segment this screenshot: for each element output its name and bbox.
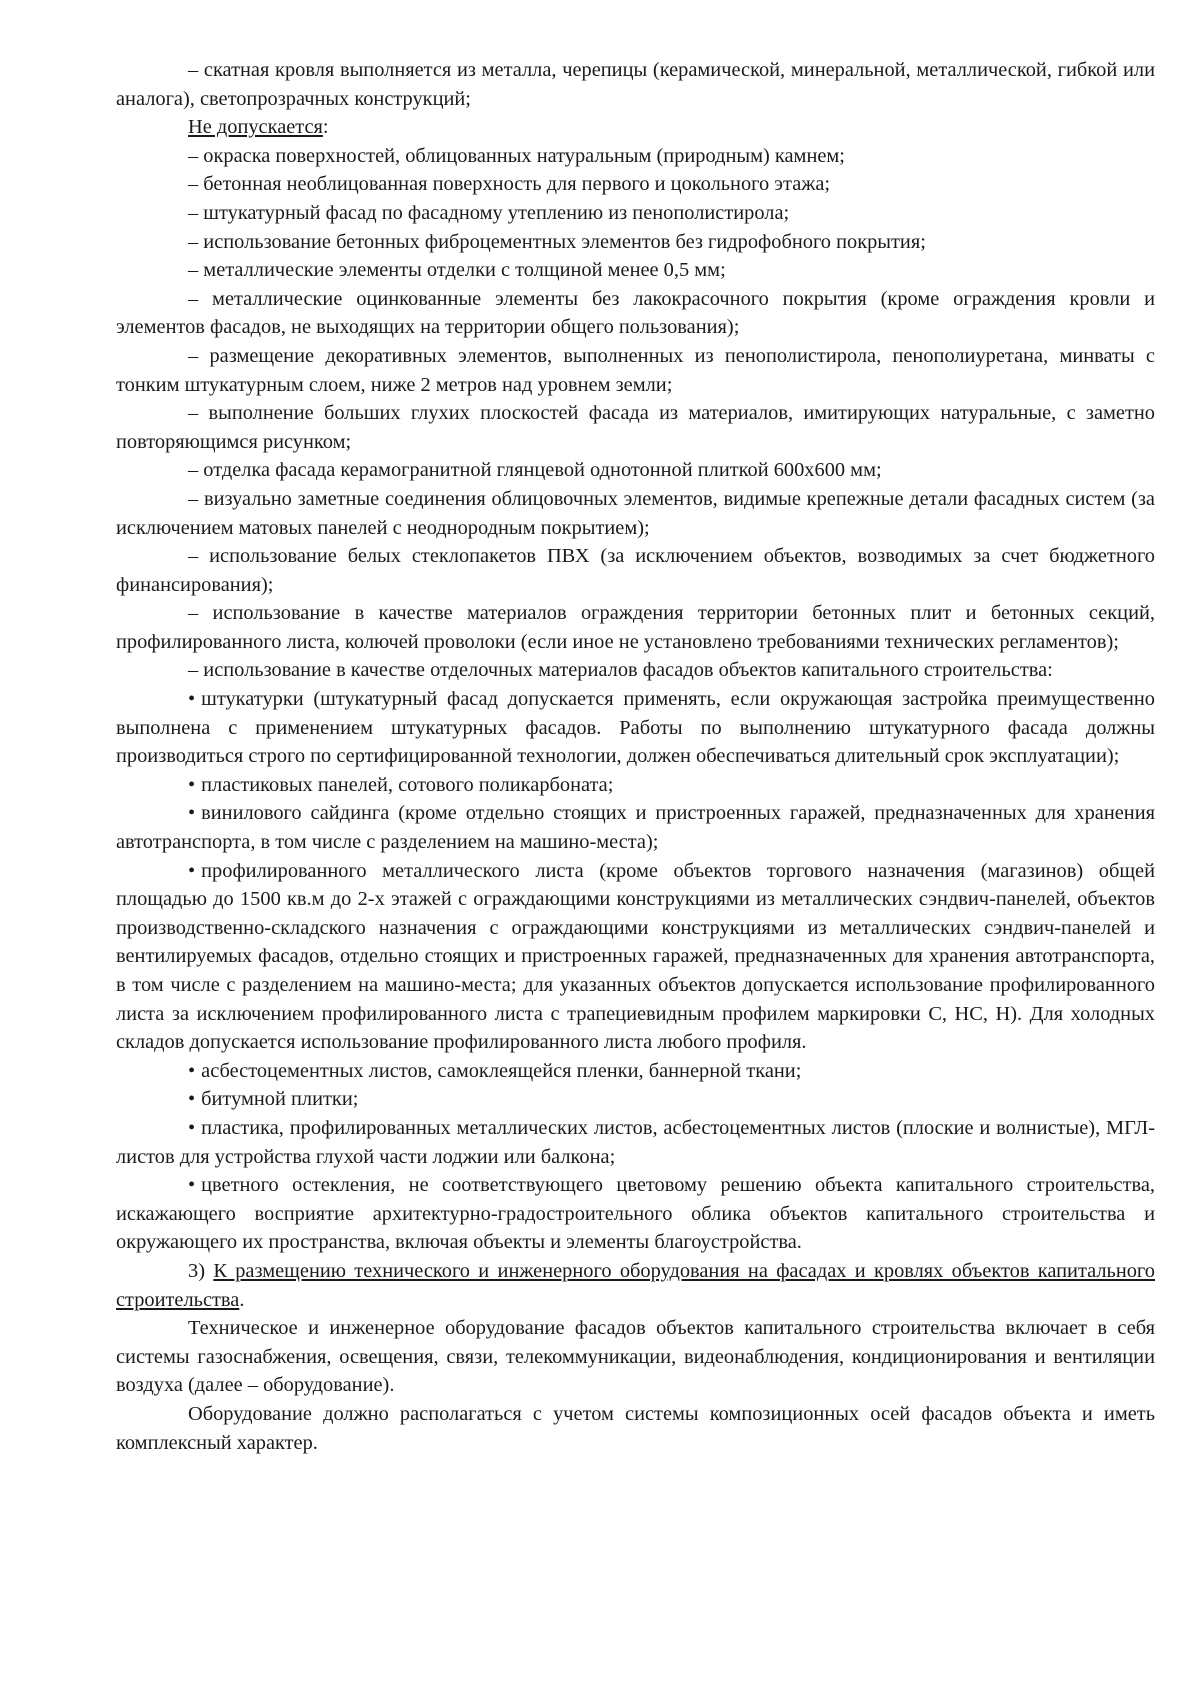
bullet-text: асбестоцементных листов, самоклеящейся пленки, баннерной ткани; <box>201 1059 802 1082</box>
list-item: – бетонная необлицованная поверхность для первого и цокольного этажа; <box>188 173 831 196</box>
paragraph-equipment-definition: Техническое и инженерное оборудование фасадов объектов капитального строительства включает в себя системы газоснабжения, освещения, связи, телекоммуникации, видеонаблюдения, кондиционирования и вентиляции воздуха (далее – оборудование). <box>116 1317 1155 1397</box>
bullet-icon: • <box>188 688 196 711</box>
bullet-text: профилированного металлического листа (кроме объектов торгового назначения (магазинов) общей площадью до 1500 кв.м до 2-х этажей с ограждающими конструкциями из металлических сэндвич-панелей, объектов производственно-складского назначения с ограждающими конструкциями из металлических сэндвич-панелей и вентилируемых фасадов, отдельно стоящих и пристроенных гаражей, предназначенных для хранения автотранспорта, в том числе с разделением на машино-места; для указанных объектов допускается использование профилированного листа за исключением профилированного листа с трапециевидным профилем маркировки С, НС, Н). Для холодных складов допускается использование профилированного листа любого профиля. <box>116 859 1155 1054</box>
bullet-item <box>116 799 1155 856</box>
paragraph-roof-materials: – скатная кровля выполняется из металла, черепицы (керамической, минеральной, металлической, гибкой или аналога), светопрозрачных конструкций; <box>116 59 1155 110</box>
bullet-text: цветного остекления, не соответствующего цветовому решению объекта капитального строительства, искажающего восприятие архитектурно-градостроительного облика объектов капитального строительства и окружающего их пространства, включая объекты и элементы благоустройства. <box>116 1174 1155 1254</box>
bullet-icon: • <box>188 1174 196 1197</box>
bullet-icon: • <box>188 1088 196 1111</box>
list-item: – использование белых стеклопакетов ПВХ (за исключением объектов, возводимых за счет бюджетного финансирования); <box>116 545 1155 596</box>
section-title-period: . <box>239 1288 245 1311</box>
bullet-item <box>116 685 1155 771</box>
list-item: – выполнение больших глухих плоскостей фасада из материалов, имитирующих натуральные, с заметно повторяющимся рисунком; <box>116 402 1155 453</box>
bullet-icon: • <box>188 859 196 882</box>
bullet-text: штукатурки (штукатурный фасад допускается применять, если окружающая застройка преимущественно выполнена с применением штукатурных фасадов. Работы по выполнению штукатурного фасада должны производиться строго по сертифицированной технологии, должен обеспечиваться длительный срок эксплуатации); <box>116 688 1155 768</box>
list-item: – окраска поверхностей, облицованных натуральным (природным) камнем; <box>188 144 845 167</box>
bullet-item <box>116 857 1155 1057</box>
bullet-icon: • <box>188 1116 196 1139</box>
bullet-item <box>116 1085 1155 1114</box>
not-allowed-colon: : <box>322 116 329 139</box>
bullet-text: битумной плитки; <box>201 1088 359 1111</box>
list-item: – размещение декоративных элементов, выполненных из пенополистирола, пенополиуретана, минваты с тонким штукатурным слоем, ниже 2 метров над уровнем земли; <box>116 344 1155 396</box>
list-item: – отделка фасада керамогранитной глянцевой однотонной плиткой 600х600 мм; <box>188 459 882 482</box>
list-item: – использование бетонных фиброцементных элементов без гидрофобного покрытия; <box>188 230 926 253</box>
section-title: К размещению технического и инженерного оборудования на фасадах и кровлях объектов капитального строительства <box>116 1259 1155 1311</box>
bullet-item <box>116 1057 1155 1086</box>
paragraph-equipment-placement: Оборудование должно располагаться с учетом системы композиционных осей фасадов объекта и иметь комплексный характер. <box>116 1402 1155 1454</box>
bullet-text: пластиковых панелей, сотового поликарбоната; <box>201 773 614 796</box>
list-item: – визуально заметные соединения облицовочных элементов, видимые крепежные детали фасадных систем (за исключением матовых панелей с неоднородным покрытием); <box>116 487 1155 539</box>
section-3-heading <box>116 1257 1155 1314</box>
list-item: – использование в качестве материалов ограждения территории бетонных плит и бетонных секций, профилированного листа, колючей проволоки (если иное не установлено требованиями технических регламентов); <box>116 602 1155 653</box>
bullet-text: винилового сайдинга (кроме отдельно стоящих и пристроенных гаражей, предназначенных для хранения автотранспорта, в том числе с разделением на машино-места); <box>116 802 1155 854</box>
bullet-item <box>116 1114 1155 1171</box>
list-item: – металлические оцинкованные элементы без лакокрасочного покрытия (кроме ограждения кровли и элементов фасадов, не выходящих на территории общего пользования); <box>116 287 1155 339</box>
paragraph-not-allowed-heading <box>116 113 1155 142</box>
not-allowed-heading: Не допускается <box>188 116 323 139</box>
bullet-item <box>116 1171 1155 1257</box>
list-item: – штукатурный фасад по фасадному утеплению из пенополистирола; <box>188 201 790 224</box>
list-item: – металлические элементы отделки с толщиной менее 0,5 мм; <box>188 259 726 282</box>
bullet-icon: • <box>188 1059 196 1082</box>
section-number: 3) <box>188 1259 205 1282</box>
list-item: – использование в качестве отделочных материалов фасадов объектов капитального строительства: <box>188 659 1053 682</box>
bullet-icon: • <box>188 773 196 796</box>
bullet-text: пластика, профилированных металлических листов, асбестоцементных листов (плоские и волнистые), МГЛ-листов для устройства глухой части лоджии или балкона; <box>116 1116 1155 1168</box>
bullet-icon: • <box>188 802 196 825</box>
bullet-item <box>116 771 1155 800</box>
